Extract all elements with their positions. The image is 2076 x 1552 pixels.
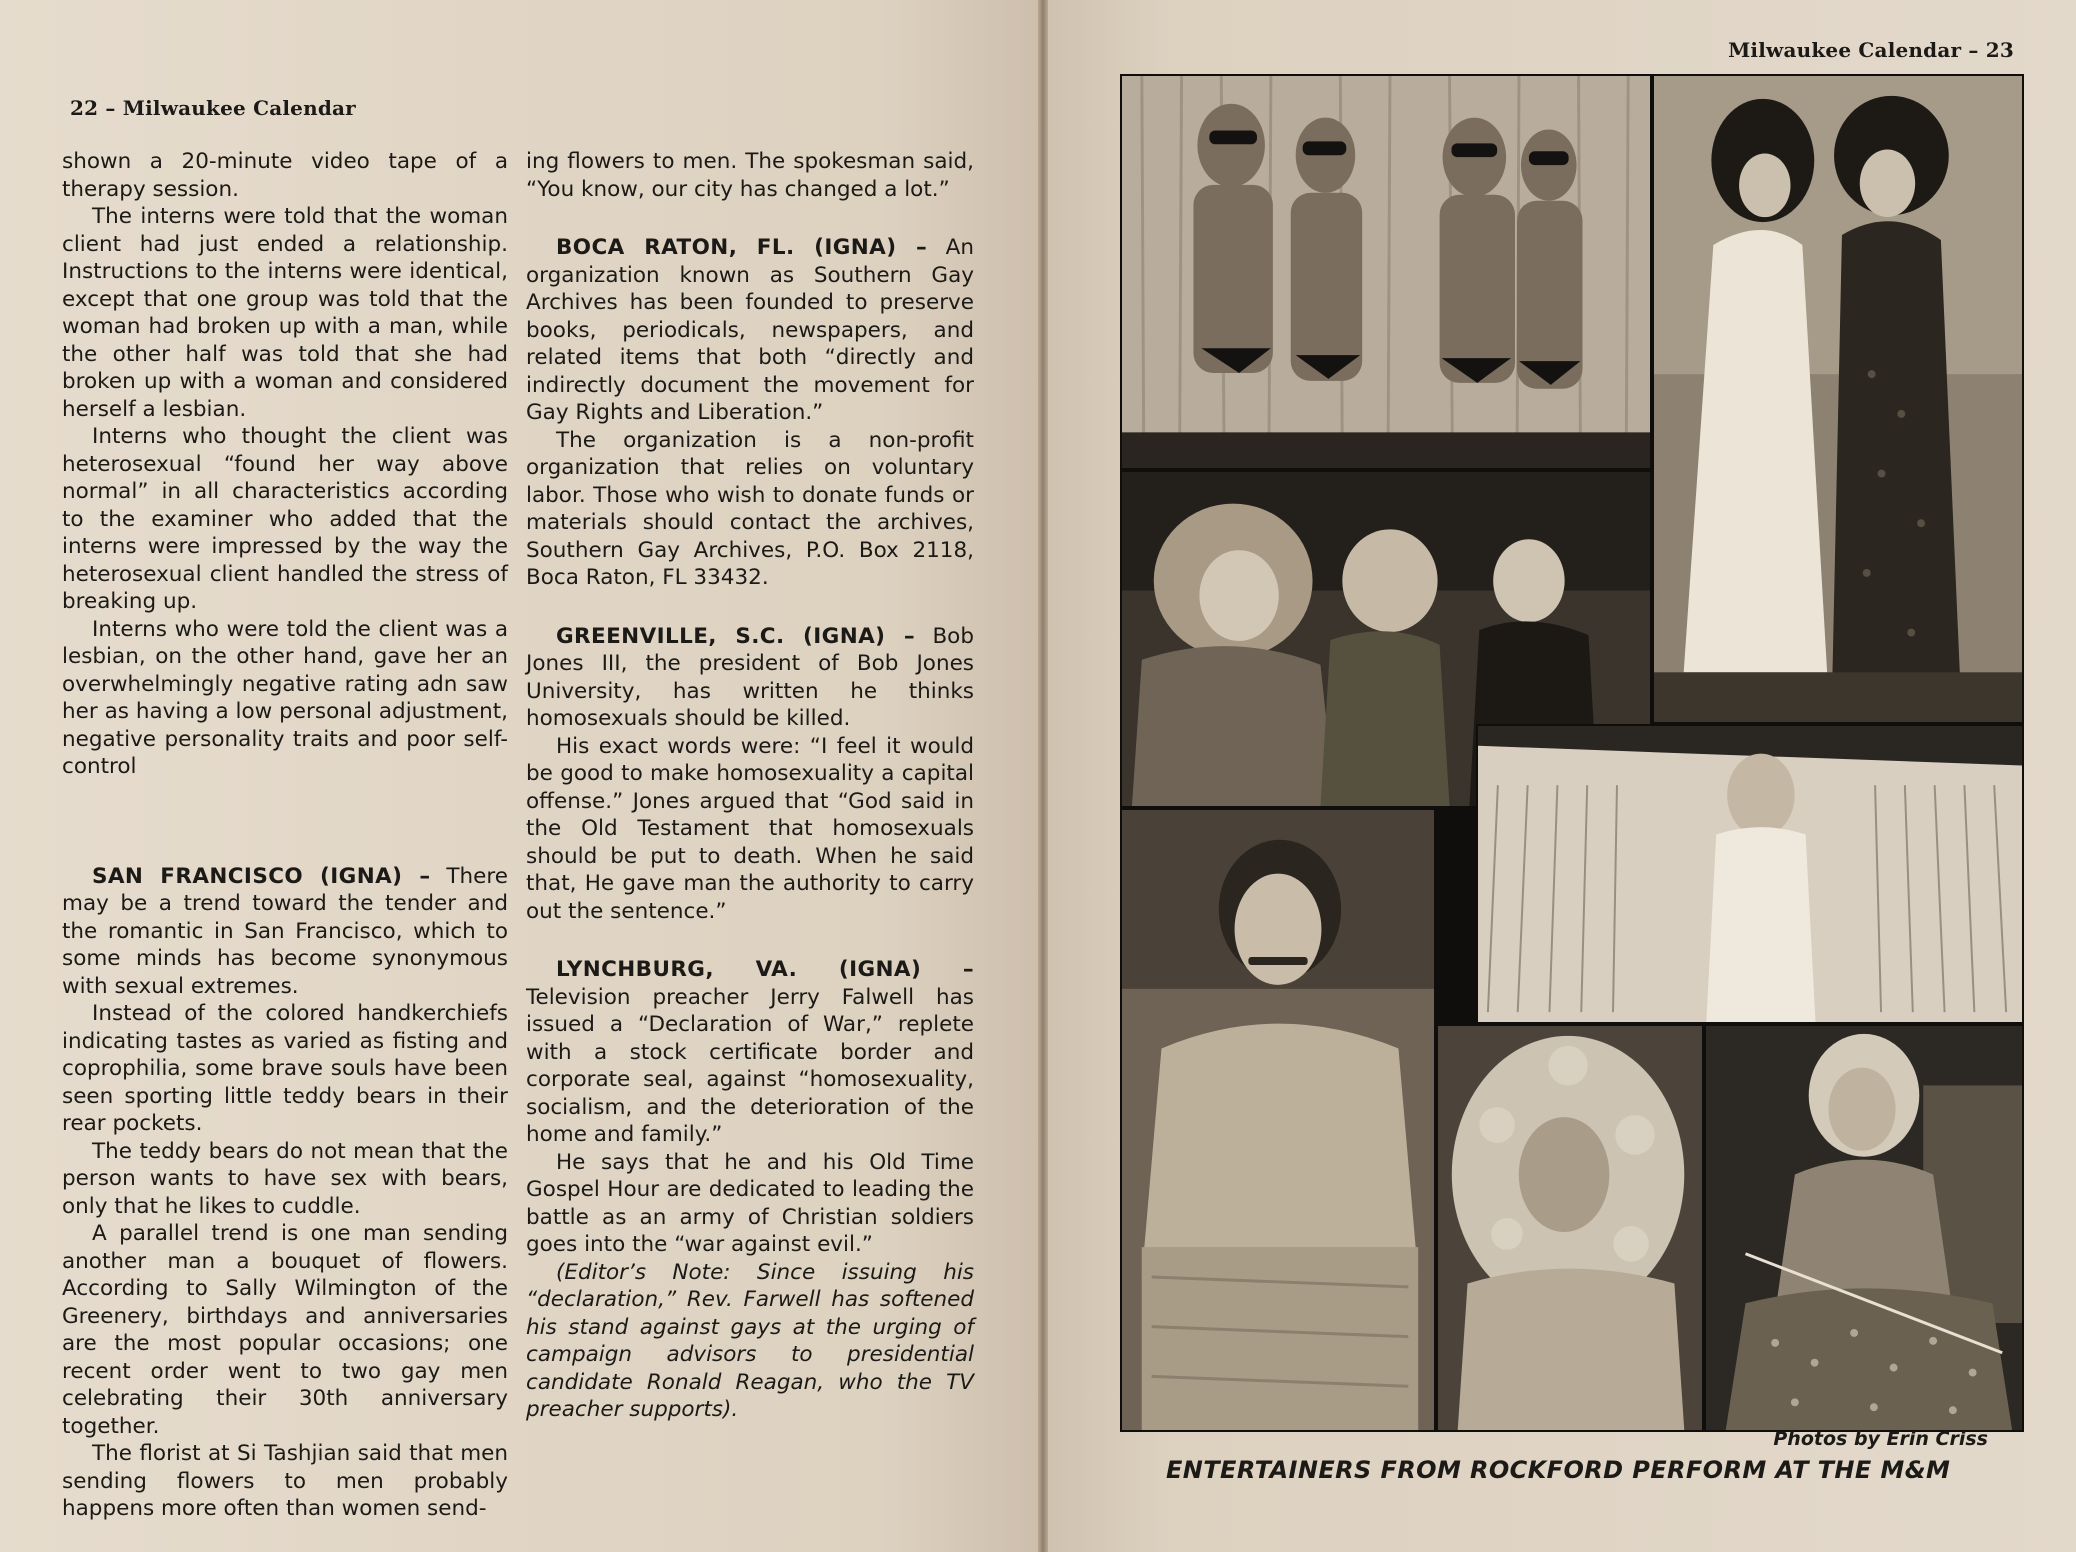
performer-blonde-wig-photo [1436,1024,1704,1432]
photo-collage [1120,74,2024,1432]
paragraph: shown a 20-minute video tape of a therapy session. [62,149,508,202]
paragraph: He says that he and his Old Time Gospel Hour are dedicated to leading the battle as an army of Christian soldiers goes into the “war against evil.” [526,1149,974,1257]
paragraph: The florist at Si Tashjian said that men sending flowers to men probably happens more often than women send- [62,1441,508,1521]
editors-note: (Editor’s Note: Since issuing his “declaration,” Rev. Farwell has softened his stand against gays at the urging of campaign advisors to presidential candidate Ronald Reagan, who the TV preacher supports). [526,1259,974,1422]
photo-caption: ENTERTAINERS FROM ROCKFORD PERFORM AT THE M&M [1166,1456,1951,1484]
paragraph: His exact words were: “I feel it would be good to make homosexuality a capital offense.” Jones argued that “God said in the Old Testament that homosexuals should be put to death. When he said that, He gave man the authority to carry out the sentence.” [526,733,974,924]
two-performers-in-gowns-photo [1652,74,2024,724]
paragraph: Instead of the colored handkerchiefs indicating tastes as varied as fisting and coprophilia, some brave souls have been seen sporting little teddy bears in their rear pockets. [62,1001,508,1136]
dateline: LYNCHBURG, VA. (IGNA) – [556,957,974,982]
right-page [1048,0,2076,1552]
paragraph: ing flowers to men. The spokesman said, “You know, our city has changed a lot.” [526,149,974,202]
article-column-2 [526,148,974,1424]
shirtless-performer-photo [1120,808,1436,1432]
page-folio-left: 22 – Milwaukee Calendar [70,96,356,120]
page-gutter [1038,0,1048,1552]
dateline: BOCA RATON, FL. (IGNA) – [556,235,928,260]
paragraph: A parallel trend is one man sending another man a bouquet of flowers. According to Sally Wilmington of the Greenery, birthdays and anniversaries are the most popular occasions; one recent order went to two gay men celebrating their 30th anniversary together. [62,1221,508,1439]
news-item-text: Bob Jones III, the president of Bob Jones University, has written he thinks homosexuals should be killed. [526,623,974,731]
news-item-text: There may be a trend toward the tender and the romantic in San Francisco, which to some minds has become synonymous with sexual extremes. [62,863,508,999]
news-item-text: An organization known as Southern Gay Archives has been founded to preserve books, periodicals, newspapers, and related items that both “directly and indirectly document the movement for Gay Rights and Liberation.” [526,235,974,425]
paragraph: Interns who were told the client was a lesbian, on the other hand, gave her an overwhelmingly negative rating adn saw her as having a low personal adjustment, negative personality traits and poor self-control [62,616,508,779]
article-column-1 [62,148,508,1523]
performer-fringe-cape-photo [1476,724,2024,1024]
paragraph: The interns were told that the woman client had just ended a relationship. Instructions to the interns were identical, except that one group was told that the woman had broken up with a man, while the other half was told that she had broken up with a woman and considered herself a lesbian. [62,204,508,422]
performer-sequin-dress-photo [1704,1024,2024,1432]
photo-credit: Photos by Erin Criss [1773,1428,1988,1450]
page-folio-right: Milwaukee Calendar – 23 [1728,38,2014,62]
dateline: SAN FRANCISCO (IGNA) – [92,863,431,889]
paragraph: The teddy bears do not mean that the person wants to have sex with bears, only that he likes to cuddle. [62,1138,508,1219]
paragraph: Interns who thought the client was heterosexual “found her way above normal” in all characteristics according to the examiner who added that the interns were impressed by the way the heterosexual client handled the stress of breaking up. [62,424,508,614]
news-item-boca-raton [526,234,974,427]
news-item-greenville [526,623,974,733]
news-item-text: Television preacher Jerry Falwell has issued a “Declaration of War,” replete with a stock certificate border and corporate seal, against “homosexuality, socialism, and the deterioration of the home and family.” [526,984,974,1147]
news-item-lynchburg [526,956,974,1149]
paragraph: The organization is a non-profit organization that relies on voluntary labor. Those who wish to donate funds or materials should contact the archives, Southern Gay Archives, P.O. Box 2118, Boca Raton, FL 33432. [526,427,974,590]
news-item-san-francisco [62,863,508,1001]
dateline: GREENVILLE, S.C. (IGNA) – [556,623,915,649]
masked-dancers-photo [1120,74,1652,470]
